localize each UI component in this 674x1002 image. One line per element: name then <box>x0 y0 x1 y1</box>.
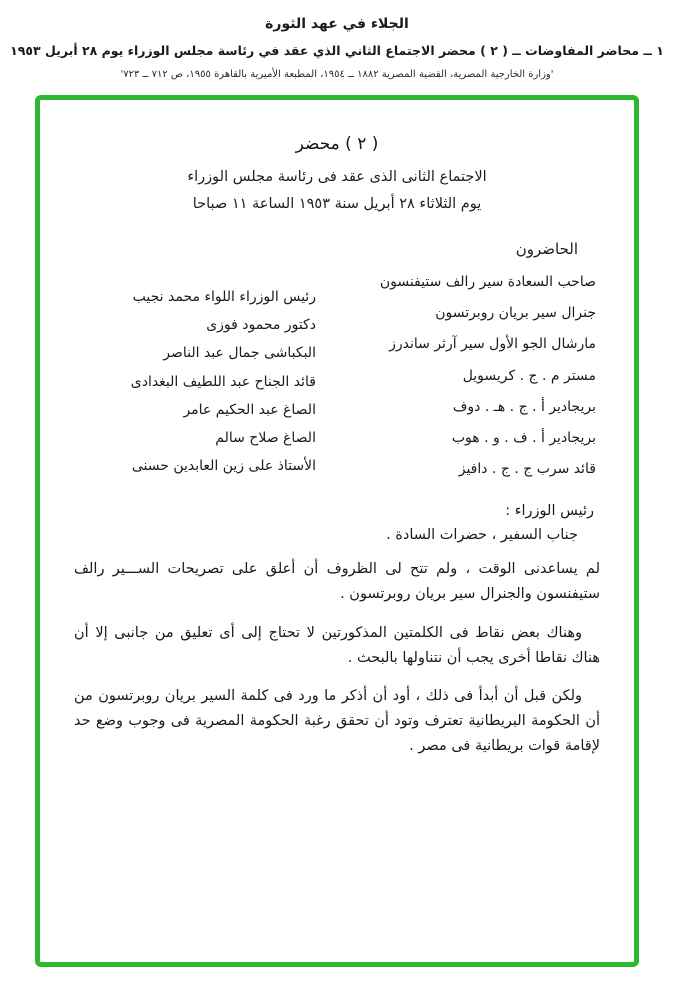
page-header <box>0 16 674 80</box>
minutes-subheading-line-2: يوم الثلاثاء ٢٨ أبريل سنة ١٩٥٣ الساعة ١١ صباحا <box>192 195 482 212</box>
attendee-name: الصاغ صلاح سالم <box>215 430 316 447</box>
scan-highlight-frame <box>35 95 639 967</box>
attendees-label: الحاضرون <box>515 239 578 258</box>
attendees-column-british <box>316 272 600 491</box>
attendee-name: قائد سرب ج . ج . دافيز <box>458 461 596 478</box>
attendee-name: مارشال الجو الأول سير آرثر ساندرز <box>389 336 596 353</box>
source-citation: 'وزارة الخارجية المصرية، القضية المصرية ١٨٨٢ ــ ١٩٥٤، المطبعة الأميرية بالقاهرة ١٩٥٥، ص ٧١٢ ــ ٧٢٣' <box>120 69 554 80</box>
attendee-name: جنرال سير بريان روبرتسون <box>435 304 596 321</box>
attendee-name: بريجادير أ . ف . و . هوب <box>451 430 596 447</box>
body-paragraph: ولكن قبل أن أبدأ فى ذلك ، أود أن أذكر ما ورد فى كلمة السير بريان روبرتسون من أن الحكومة البريطانية تعترف وتود أن تحقق رغبة الحكومة المصرية فى وجوب وضع حد لإقامة قوات بريطانية فى مصر . <box>74 688 600 755</box>
speaker-label: رئيس الوزراء : <box>505 502 594 519</box>
attendee-name: البكباشى جمال عبد الناصر <box>163 345 316 362</box>
attendees-column-egyptian <box>74 287 316 491</box>
body-paragraph: لم يساعدنى الوقت ، ولم تتح لى الظروف أن أعلق على تصريحات الســـير رالف ستيفنسون والجنرال سير بريان روبرتسون . <box>74 560 600 602</box>
minutes-subheading-line-1: الاجتماع الثانى الذى عقد فى رئاسة مجلس الوزراء <box>187 169 487 185</box>
book-title: الجلاء في عهد الثورة <box>265 16 409 32</box>
attendee-name: دكتور محمود فوزى <box>206 316 316 333</box>
attendee-name: الأستاذ على زين العابدين حسنى <box>131 458 316 475</box>
attendee-name: مستر م . ج . كريسويل <box>462 367 596 384</box>
attendee-name: بريجادير أ . ج . هـ . دوف <box>452 398 596 415</box>
chapter-heading-line: ١ ــ محاضر المفاوضات ــ ( ٢ ) محضر الاجتماع الثاني الذي عقد في رئاسة مجلس الوزراء يوم ٢٨ أبريل ١٩٥٣ <box>10 43 664 58</box>
minutes-heading: ( ٢ ) محضر <box>295 134 379 154</box>
body-paragraph: وهناك بعض نقاط فى الكلمتين المذكورتين لا تحتاج إلى أى تعليق من جانبى إلا أن هناك نقاطا أخرى يجب أن نتناولها بالبحث . <box>74 624 600 666</box>
attendee-name: صاحب السعادة سير رالف ستيفنسون <box>379 273 596 290</box>
attendee-name: رئيس الوزراء اللواء محمد نجيب <box>132 288 316 305</box>
attendee-name: قائد الجناح عبد اللطيف البغدادى <box>130 373 316 390</box>
attendee-name: الصاغ عبد الحكيم عامر <box>183 401 316 418</box>
minutes-subheading <box>74 164 600 218</box>
attendees-table <box>74 272 600 491</box>
salutation-line: جناب السفير ، حضرات السادة . <box>386 526 578 543</box>
